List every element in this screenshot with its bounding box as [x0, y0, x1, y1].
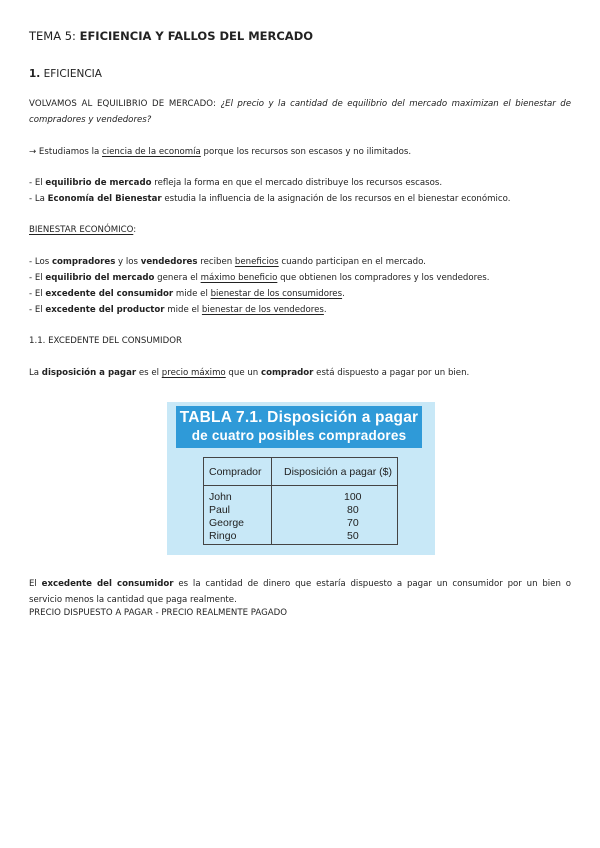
list-item: - El excedente del consumidor mide el bienestar de los consumidores. [29, 289, 345, 299]
list-item: - Los compradores y los vendedores reciben beneficios cuando participan en el mercado. [29, 257, 426, 267]
table-cell-name: George [209, 517, 245, 529]
table-cell-name: Ringo [209, 530, 237, 542]
excedente-paragraph: El excedente del consumidor es la cantidad de dinero que estaría dispuesto a pagar un consumidor por un bien o servicio menos la cantidad que paga realmente. [29, 579, 571, 605]
formula-line: PRECIO DISPUESTO A PAGAR - PRECIO REALMENTE PAGADO [29, 608, 288, 618]
list-item: - El excedente del productor mide el bienestar de los vendedores. [29, 305, 327, 315]
disposicion-paragraph: La disposición a pagar es el precio máximo que un comprador está dispuesto a pagar por un bien. [29, 368, 470, 378]
page-title: TEMA 5: EFICIENCIA Y FALLOS DEL MERCADO [29, 29, 314, 43]
table-cell-value: 50 [347, 530, 359, 542]
arrow-line: → Estudiamos la ciencia de la economía porque los recursos son escasos y no ilimitados. [29, 147, 412, 157]
economia-link-text: ciencia de la economía [102, 147, 201, 157]
bienestar-heading: BIENESTAR ECONÓMICO: [29, 225, 137, 235]
table-cell-value: 100 [344, 491, 362, 503]
table-header-value: Disposición a pagar ($) [284, 466, 392, 478]
list-item: - El equilibrio del mercado genera el máximo beneficio que obtienen los compradores y los vendedores. [29, 273, 490, 283]
table-cell-name: John [209, 491, 232, 503]
section-heading-eficiencia: 1. EFICIENCIA [29, 68, 102, 80]
table-cell-value: 70 [347, 517, 359, 529]
willingness-table [203, 457, 398, 545]
table-cell-value: 80 [347, 504, 359, 516]
table-figure-title: TABLA 7.1. Disposición a pagar de cuatro posibles compradores [176, 406, 422, 448]
table-header-buyer: Comprador [209, 466, 262, 478]
question-paragraph: VOLVAMOS AL EQUILIBRIO DE MERCADO: ¿El precio y la cantidad de equilibrio del mercado maximizan el bienestar de compradores y vendedores? [29, 99, 571, 125]
list-item: - La Economía del Bienestar estudia la influencia de la asignación de los recursos en el bienestar económico. [29, 194, 511, 204]
table-cell-name: Paul [209, 504, 231, 516]
subsection-heading: 1.1. EXCEDENTE DEL CONSUMIDOR [29, 336, 182, 346]
table-figure [167, 402, 435, 555]
list-item: - El equilibrio de mercado refleja la forma en que el mercado distribuye los recursos escasos. [29, 178, 443, 188]
